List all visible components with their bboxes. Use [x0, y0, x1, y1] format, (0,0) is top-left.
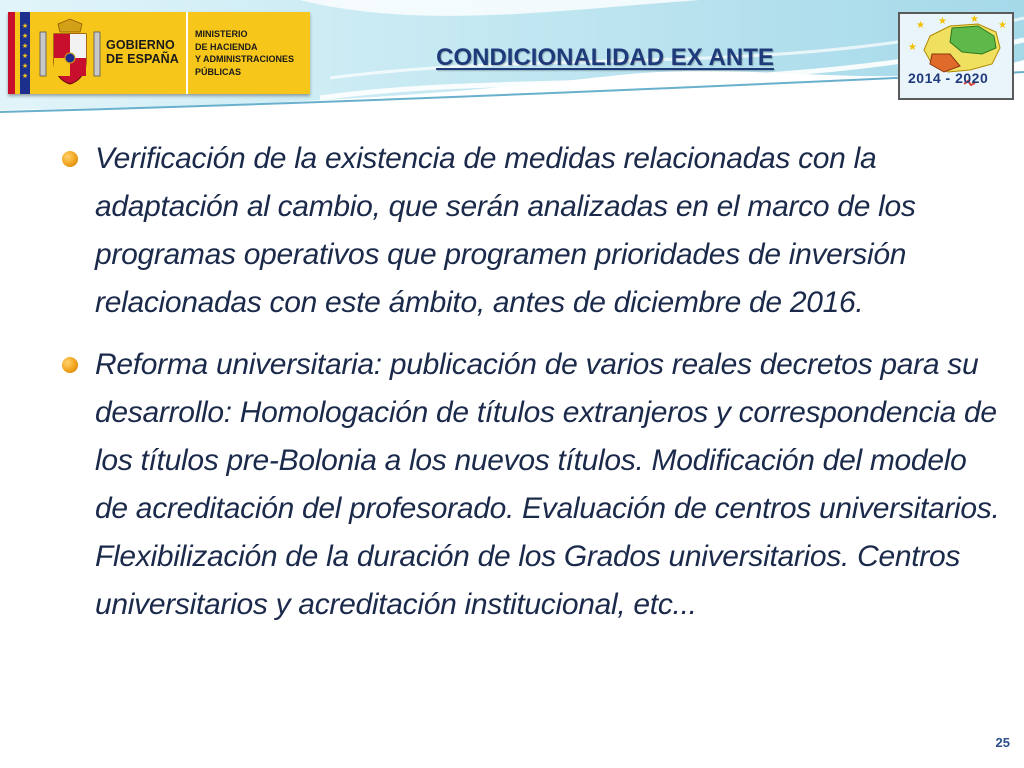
program-period-badge	[898, 12, 1014, 100]
badge-years: 2014 - 2020	[908, 70, 989, 86]
ministry-line-2: DE HACIENDA	[195, 41, 258, 52]
svg-text:★: ★	[916, 20, 925, 31]
logo-line-1: GOBIERNO	[106, 38, 175, 52]
coat-of-arms-icon	[36, 18, 104, 88]
bullet-item	[62, 135, 1002, 327]
bullet-text: Reforma universitaria: publicación de varios reales decretos para su desarrollo: Homologación de títulos extranjeros y correspondencia de los títulos pre-Bolonia a los nuevos títulos. Modificación del modelo de acreditación del profesorado. Evaluación de centros universitarios. Flexibilización de la duración de los Grados universitarios. Centros universitarios y acreditación institucional, etc...	[95, 348, 1000, 621]
government-logo	[8, 12, 310, 94]
ministry-line-3: Y ADMINISTRACIONES	[195, 54, 295, 64]
bullet-item	[62, 341, 1002, 629]
slide-body	[62, 135, 1002, 643]
government-name	[106, 38, 179, 66]
flag-strip	[8, 12, 30, 94]
logo-divider	[186, 12, 188, 94]
svg-text:★: ★	[908, 42, 917, 53]
bullet-text: Verificación de la existencia de medidas relacionadas con la adaptación al cambio, que serán analizadas en el marco de los programas operativos que programen prioridades de inversión relacionadas con este ámbito, antes de diciembre de 2016.	[95, 142, 916, 319]
logo-line-2: DE ESPAÑA	[106, 52, 179, 66]
bullet-icon	[62, 151, 78, 167]
slide-title: CONDICIONALIDAD EX ANTE	[436, 44, 774, 71]
eu-stars-icon: ★ ★ ★ ★ ★ ★	[21, 23, 29, 80]
page-number: 25	[995, 735, 1010, 750]
svg-text:★: ★	[938, 16, 947, 27]
svg-text:★: ★	[970, 14, 979, 25]
ministry-name	[195, 28, 294, 78]
bullet-icon	[62, 357, 78, 373]
svg-text:★: ★	[998, 20, 1007, 31]
ministry-line-1: MINISTERIO	[195, 29, 248, 39]
ministry-line-4: PÚBLICAS	[195, 66, 242, 77]
